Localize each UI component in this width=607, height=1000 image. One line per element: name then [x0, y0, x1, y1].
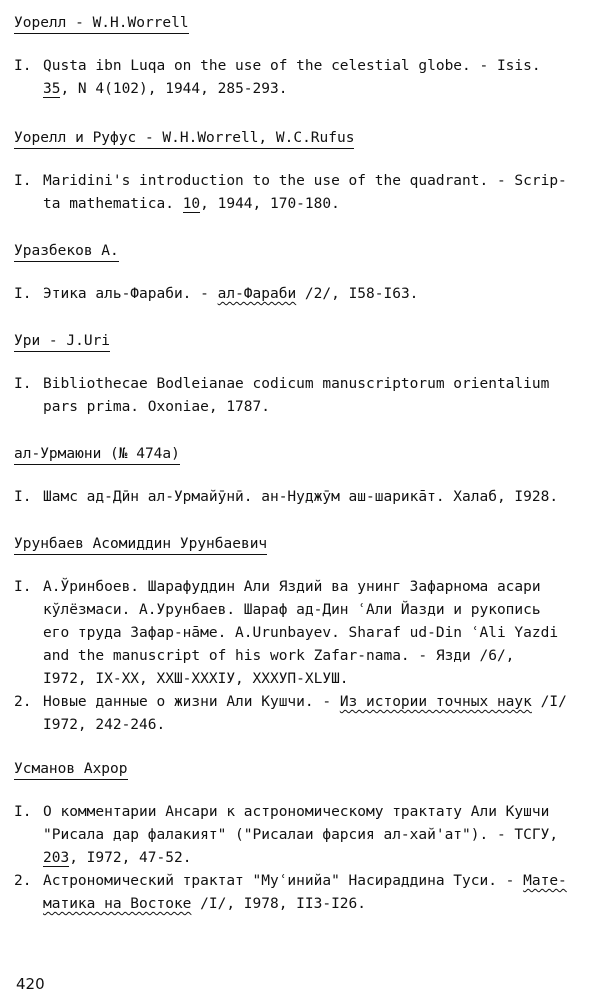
volume-number: 203: [43, 850, 70, 866]
item-text: and the manuscript of his work Zafar-nama. - Язди /6/,: [43, 648, 515, 664]
entry-heading: ал-Урмаюни (№ 474а): [14, 444, 180, 465]
item-number: I.: [14, 376, 32, 392]
bibliography-entry: [14, 12, 594, 101]
bibliography-entry: [14, 330, 594, 419]
item-text: Этика аль-Фараби. -: [43, 286, 218, 302]
item-text: Шамс ад-Дӣн ал-Урмайӯнӣ. ан-Нуджӯм аш-шарикāт. Халаб, I928.: [43, 489, 559, 505]
page-number: 420: [16, 975, 45, 993]
source-title: Из истории точных наук: [339, 694, 532, 710]
item-text: кўлёзмаси. А.Урунбаев. Шараф ад-Дин ʿАли Йазди и рукопись: [43, 602, 541, 618]
bibliography-entry: [14, 443, 594, 509]
item-text: "Рисала дар фалакият" ("Рисалаи фарсия ал-хай'ат"). - ТСГУ,: [43, 827, 559, 843]
item-text: Новые данные о жизни Али Кушчи. -: [43, 694, 340, 710]
item-number: I.: [14, 58, 32, 74]
bibliography-entry: [14, 758, 594, 916]
source-title: Мате-: [523, 873, 567, 889]
item-text: I972, IX-XX, XXШ-XXXIУ, XXXУП-XLУШ.: [43, 671, 349, 687]
volume-number: 35: [43, 81, 61, 97]
volume-number: 10: [182, 196, 201, 212]
source-title: матика на Востоке: [43, 896, 192, 912]
item-text: /I/: [531, 694, 567, 710]
list-item: [14, 55, 594, 101]
item-number: 2.: [14, 694, 32, 710]
item-number: I.: [14, 173, 32, 189]
item-number: I.: [14, 286, 32, 302]
item-text: Bibliothecae Bodleianae codicum manuscriptorum orientalium: [43, 376, 550, 392]
entry-heading: Уразбеков А.: [14, 241, 119, 262]
list-item: [14, 870, 594, 916]
item-text: /2/, I58-I63.: [296, 286, 419, 302]
item-text: /I/, I978, II3-I26.: [191, 896, 367, 912]
item-text: Maridini's introduction to the use of the quadrant. - Scrip-: [43, 173, 567, 189]
item-text: , N 4(102), 1944, 285-293.: [60, 81, 288, 97]
item-text: О комментарии Ансари к астрономическому трактату Али Кушчи: [43, 804, 550, 820]
source-title: ал-Фараби: [217, 286, 297, 302]
item-number: 2.: [14, 873, 32, 889]
bibliography-entry: [14, 127, 594, 216]
bibliography-entry: [14, 240, 594, 306]
list-item: [14, 373, 594, 419]
item-text: ta mathematica.: [43, 196, 183, 212]
item-text: Qusta ibn Luqa on the use of the celestial globe. - Isis.: [43, 58, 541, 74]
entry-heading: Уорелл и Руфус - W.H.Worrell, W.C.Rufus: [14, 128, 354, 149]
bibliography-entry: [14, 533, 594, 737]
item-number: I.: [14, 579, 32, 595]
item-text: , I972, 47-52.: [69, 850, 192, 866]
item-text: , 1944, 170-180.: [200, 196, 340, 212]
list-item: [14, 283, 594, 306]
item-number: I.: [14, 804, 32, 820]
item-text: pars prima. Oxoniae, 1787.: [43, 399, 270, 415]
list-item: [14, 576, 594, 691]
item-text: его труда Зафар-нāме. A.Urunbayev. Sharaf ud-Din ʿAli Yazdi: [43, 625, 559, 641]
entry-heading: Уорелл - W.H.Worrell: [14, 13, 189, 34]
item-text: I972, 242-246.: [43, 717, 166, 733]
list-item: [14, 170, 594, 216]
entry-heading: Урунбаев Асомиддин Урунбаевич: [14, 534, 267, 555]
item-text: Астрономический трактат "Муʿинийа" Насираддина Туси. -: [43, 873, 524, 889]
list-item: [14, 486, 594, 509]
list-item: [14, 801, 594, 870]
list-item: [14, 691, 594, 737]
item-number: I.: [14, 489, 32, 505]
entry-heading: Усманов Ахрор: [14, 759, 128, 780]
entry-heading: Ури - J.Uri: [14, 331, 110, 352]
item-text: А.Ўринбоев. Шарафуддин Али Яздий ва унинг Зафарнома асари: [43, 579, 541, 595]
